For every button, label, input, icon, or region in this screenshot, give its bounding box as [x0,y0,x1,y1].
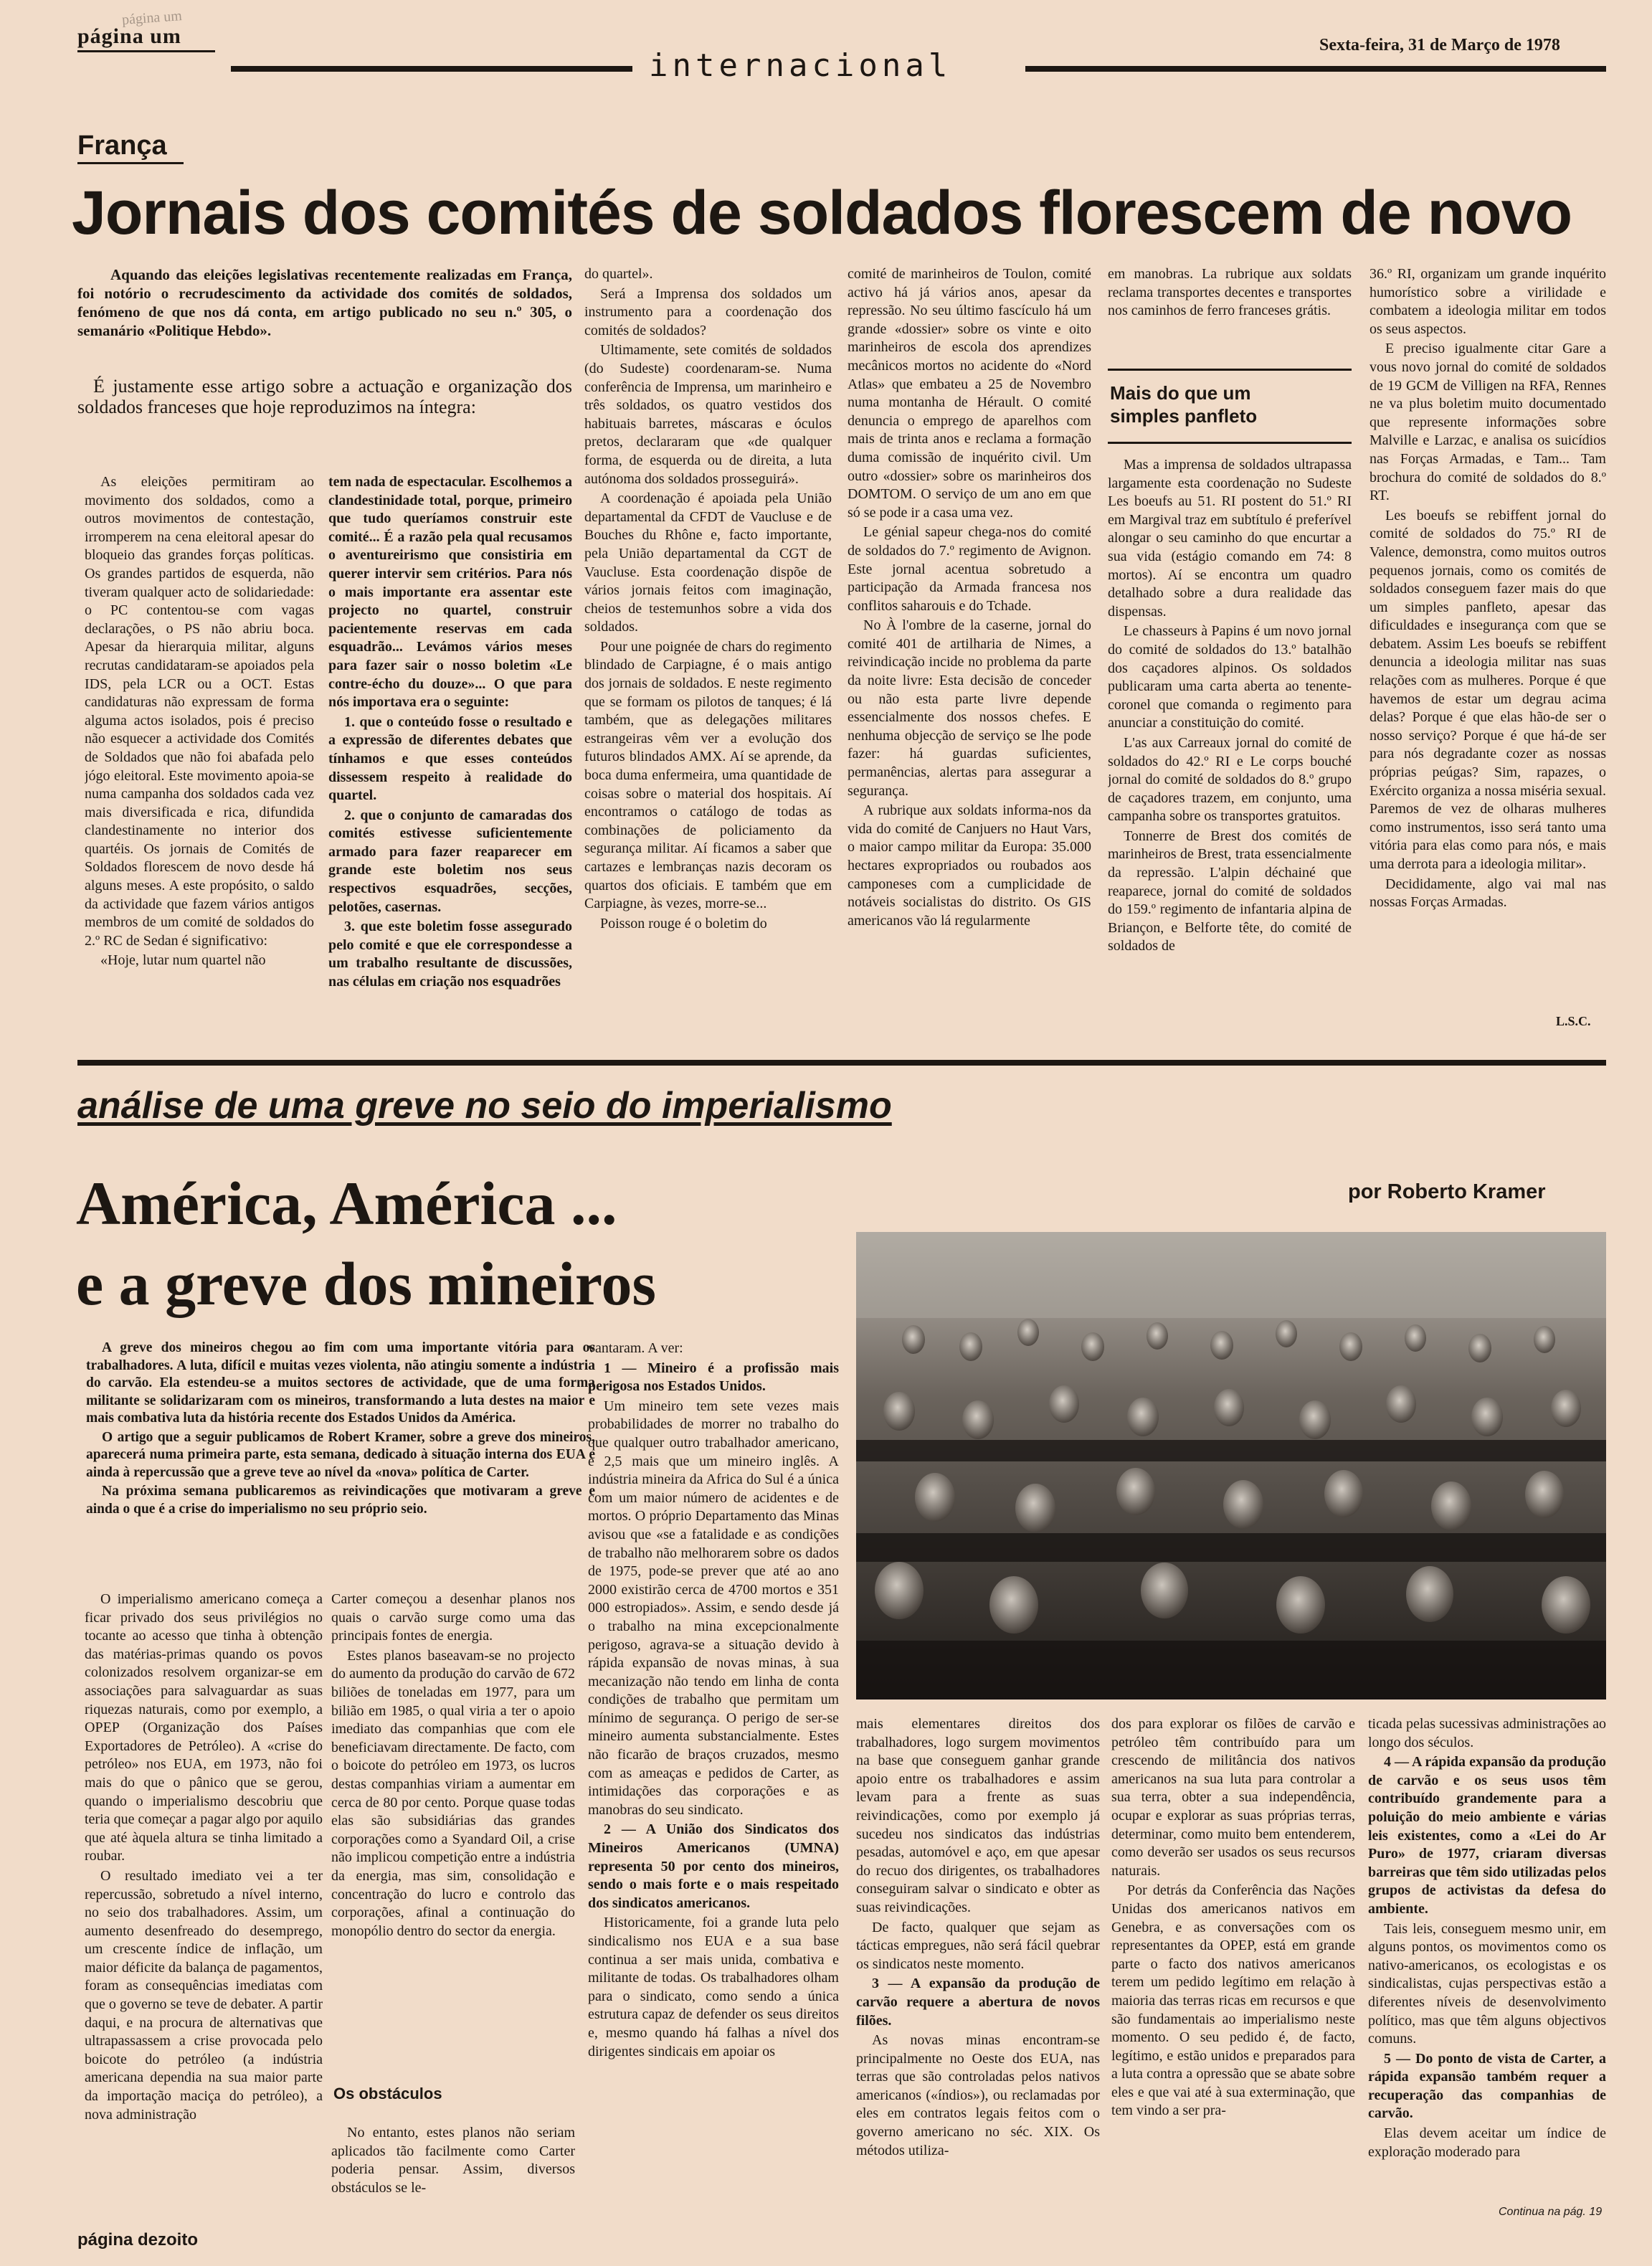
article2-column-2b: No entanto, estes planos não seriam aplicados tão facilmente como Carter poderia pensar. Assim, diversos obstáculos se le- [331,2125,575,2196]
issue-date: Sexta-feira, 31 de Março de 1978 [1319,36,1560,54]
brand-underline [77,50,215,52]
article2-headline-line1: América, América ... [76,1169,617,1238]
subhead-rule-bottom [1108,442,1352,444]
article1-headline: Jornais dos comités de soldados florescem de novo [72,179,1572,247]
masthead-rule-left [231,66,632,72]
photo-crowd-illustration [856,1232,1606,1700]
article1-column-2: tem nada de espectacular. Escolhemos a clandestinidade total, porque, primeiro que tudo queríamos construir este comité... É a razão pela qual recusamos o aventureirismo que consistiria em querer intervir sem critérios. Para nós o mais importante era assentar este projecto no quartel, construir pacientemente reservas em cada esquadrão... Levámos vários meses para fazer sair o nosso boletim «Le contre-écho du douze»... O que para nós importava era o seguinte: 1. que o conteúdo fosse o resultado e a expressão de diferentes debates que tínhamos e que esses conteúdos dissessem respeito à realidade do quartel. 2. que o conjunto de camaradas dos comités estivesse suficientemente armado para fazer reaparecer em grande este boletim nos seus respectivos esquadrões, secções, pelotões, casernas. 3. que este boletim fosse assegurado pelo comité e que ele correspondesse a um trabalho resultante de discussões, nas células em criação nos esquadrões [328,474,572,990]
stamp-mark: página um [121,8,183,28]
article1-kicker: França [77,131,167,161]
miners-assembly-photo [856,1232,1606,1700]
article2-column-4: mais elementares direitos dos trabalhadores, logo surgem movimentos na base que conseguem ganhar grande apoio entre os trabalhadores e assim levam para a frente as suas reivindicações, como por exemplo já sucedeu nos sindicatos das indústrias pesadas, automóvel e aço, em que apesar do recuo dos dirigentes, os trabalhadores conseguiram salvar o sindicato e obter as suas reivindicações. De facto, qualquer que sejam as tácticas empregues, não será fácil quebrar os sindicatos neste momento. 3 — A expansão da produção de carvão requere a abertura de novos filões. As novas minas encontram-se principalmente no Oeste dos EUA, nas terras que são controladas pelos nativos americanos («índios»), ou reclamadas por eles em contratos legais feitos com o governo americano no séc. XIX. Os métodos utiliza- [856,1716,1100,2158]
article1-signature: L.S.C. [1556,1014,1591,1028]
article2-byline: por Roberto Kramer [1348,1180,1546,1203]
article1-column-6: 36.º RI, organizam um grande inquérito humorístico sobre a virilidade e combatem a ideologia militar em todos os seus aspectos. E preciso igualmente citar Gare a vous novo jornal do comité de soldados de 19 GCM de Villigen na RFA, Rennes ne va plus boletim muito documentado que represente informações sobre Malville e Larzac, e analisa os suicídios nas Forças Armadas, e Tam... Tam brochura do comité de soldados do 8.º RT. Les boeufs se rebiffent jornal do comité de soldados do 75.º RI de Valence, demonstra, como muitos outros pequenos jornais, como os comités de soldados conseguem fazer mais do que um simples panfleto, apesar das dificuldades e insegurança com que se debatem. Assim Les boeufs se rebiffent denuncia a ideologia militar nas suas relações com as mulheres. Porque é que havemos de estar um degrau acima delas? Porque é que elas hão-de ser o nosso serviço? Porque é que há-de ser para nós degradante cozer as nossas próprias peúgas? Sim, rapazes, o Exército organiza a nossa miséria sexual. Paremos de vez de olharas mulheres como instrumentos, isso será tanto uma vitória para elas como para nós, e mais uma derrota para a ideologia militar». Decididamente, algo vai mal nas nossas Forças Armadas. [1369,266,1606,911]
article2-subhead-obstacles: Os obstáculos [333,2085,442,2103]
footer-page-ref: página dezoito [77,2230,198,2250]
article2-column-6: ticada pelas sucessivas administrações ao longo dos séculos. 4 — A rápida expansão da produção de carvão e os seus usos têm contribuído grandemente para a poluição do meio ambiente e várias leis existentes, como a «Lei do Ar Puro» de 1977, criaram diversas barreiras que têm sido utilizadas pelos grupos de activistas da defesa do ambiente. Tais leis, conseguem mesmo unir, em alguns pontos, os movimentos como os nativo-americanos, os ecologistas e os sindicalistas, cujas perspectivas estão a diferentes níveis de desenvolvimento político, mas que têm alguns objectivos comuns. 5 — Do ponto de vista de Carter, a rápida expansão também requer a recuperação das companhias de carvão. Elas devem aceitar um índice de exploração moderado para [1368,1716,1606,2160]
article1-intro: É justamente esse artigo sobre a actuação e organização dos soldados franceses que hoje reproduzimos na íntegra: [77,376,572,417]
continued-note: Continua na pág. 19 [1499,2206,1603,2218]
subhead-rule-top [1108,369,1352,371]
kicker-underline [77,162,184,164]
article2-kicker: análise de uma greve no seio do imperialismo [77,1085,892,1127]
article1-column-5-top: em manobras. La rubrique aux soldats reclama transportes decentes e transportes nos caminhos de ferro franceses grátis. [1108,266,1352,319]
article1-column-5: Mas a imprensa de soldados ultrapassa largamente esta coordenação no Sudeste Les boeufs au 51. RI postent do 51.º RI em Margival traz em subtítulo é preferível alongar o seu caminho do que encurtar a sua vida (estágio comando em 74: 8 mortos). Aí se encontra um quadro detalhado sobre a dura realidade das dispensas. Le chasseurs à Papins é um novo jornal do comité de soldados do 13.º batalhão dos caçadores alpinos. Os soldados publicaram uma carta aberta ao tenente-coronel que comanda o regimento para anunciar a constituição do comité. L'as aux Carreaux jornal do comité de soldados do 42.º RI e Le corps bouché jornal do comité de soldados do 8.º grupo de caçadores trazem, em conjunto, uma campanha sobre os transportes gratuitos. Tonnerre de Brest dos comités de marinheiros de Brest, trata essencialmente da repressão. L'alpin déchainé que reaparece, jornal do comité de soldados do 159.º regimento de infantaria alpina de Briançon, e Belforte tête, do comité de soldados de [1108,457,1352,954]
article2-column-1: O imperialismo americano começa a ficar privado dos seus privilégios no tocante ao acesso que tinha à obtenção das matérias-primas quando os povos colonizados resolvem organizar-se em associações para salvaguardar as suas riquezas naturais, como por exemplo, a OPEP (Organização dos Países Exportadores de Petróleo). A «crise do petróleo» nos EUA, em 1973, não foi mais do que o pânico que se gerou, quando o imperialismo descobriu que teria que começar a pagar algo por aquilo que até àquela altura se tinha limitado a roubar. O resultado imediato vei a ter repercussão, sobretudo a nível interno, no seio dos trabalhadores. Assim, um aumento desenfreado do desemprego, um crescente índice de inflação, um maior déficite da balança de pagamentos, foram as consequências imediatas com que o governo se teve de debater. A partir daqui, e na procura de alternativas que ultrapassassem a crise provocada pelo boicote do petróleo (a indústria americana dependia na sua maior parte da importação maciça do petróleo), a nova administração [85,1591,323,2123]
masthead [0,0,1652,84]
article-divider [77,1060,1606,1066]
article2-headline-line2: e a greve dos mineiros [76,1249,656,1318]
masthead-rule-right [1025,66,1606,72]
article1-column-1: As eleições permitiram ao movimento dos soldados, como a outros movimentos de contestação, irromperem na cena eleitoral apesar do bloqueio das grandes forças políticas. Os grandes partidos de esquerda, não tiveram qualquer acto de solidariedade: o PC contentou-se com vagas declarações, o PS não abriu boca. Apesar da hierarquia militar, alguns recrutas candidataram-se apoiados pela IDS, pela LCR ou a OCT. Estas candidaturas não expressam de forma alguma actos isolados, pois é preciso não esquecer a actividade dos Comités de Soldados que não foi abafada pelo jógo eleitoral. Este movimento apoia-se numa campanha dos soldados cada vez mais diversificada e rica, difundida clandestinamente no interior dos quartéis. Os jornais de Comités de Soldados florescem de novo desde há alguns meses. A este propósito, o saldo da actividade que fazem vários antigos membros de um comité de soldados do 2.º RC de Sedan é significativo: «Hoje, lutar num quartel não [85,474,314,969]
article1-lead: Aquando das eleições legislativas recentemente realizadas em França, foi notório o recrudescimento da actividade dos comités de soldados, fenómeno de que nos dá conta, em artigo publicado no seu n.º 305, o semanário «Politique Hebdo». [77,266,572,339]
article2-column-3: vantaram. A ver: 1 — Mineiro é a profissão mais perigosa nos Estados Unidos. Um mineiro tem sete vezes mais probabilidades de morrer no trabalho do que qualquer outro trabalhador americano, e 2,5 mais que um mineiro inglês. A indústria mineira da Africa do Sul é a única com um maior número de acidentes e de mortos. O próprio Departamento das Minas avisou que «se a fatalidade e as condições de trabalho não melhorarem sobre os dados de 1975, pode-se prever que até ao ano 2000 existirão cerca de 4700 mortos e 351 000 estropiados». Assim, e sendo desde já o trabalho na mina excepcionalmente perigoso, agrava-se a situação devido à rápida expansão de novas minas, à sua mecanização não tendo em linha de conta condições de trabalho que permitam um mínimo de segurança. O perigo de ser-se mineiro aumenta substancialmente. Estes não ficarão de braços cruzados, mesmo com as ameaças e pedidos de Carter, as intimidações das corporações e as manobras do seu sindicato. 2 — A União dos Sindicatos dos Mineiros Americanos (UMNA) representa 50 por cento dos mineiros, sendo o mais forte e o mais respeitado dos sindicatos americanos. Historicamente, foi a grande luta pelo sindicalismo nos EUA e a sua base continua a ser mais unida, combativa e militante de todas. Os trabalhadores olham para o sindicato, como sendo a única estrutura capaz de defender os seus direitos e, mesmo quando há falhas a nível dos dirigentes sindicais em apoiar os [588,1340,839,2059]
article2-column-5: dos para explorar os filões de carvão e petróleo têm contribuído para um crescendo de militância dos nativos americanos na sua luta para controlar a sua terra, obter a sua independência, ocupar e explorar as suas próprias terras, determinar, como muito bem entenderem, como deverão ser usados os seus recursos naturais. Por detrás da Conferência das Nações Unidas dos americanos nativos em Genebra, e as conversações com os representantes da OPEP, está em grande parte o facto dos nativos americanos terem um pedido legítimo em relação à maioria das terras ricas em recursos e que são fundamentais ao imperialismo neste momento. O seu pedido é, de facto, legítimo, e estão unidos e preparados para a luta contra a opressão que se abate sobre eles e que vai até à sua exterminação, que tem vindo a ser pra- [1111,1716,1355,2119]
section-title: internacional [649,47,952,84]
article2-column-2: Carter começou a desenhar planos nos quais o carvão surge como uma das principais fontes de energia. Estes planos baseavam-se no projecto do aumento da produção do carvão de 672 biliões de toneladas em 1977, para um bilião em 1985, o qual viria a ter o apoio imediato das companhias que com ele beneficiavam directamente. De facto, com o boicote do petróleo em 1973, os lucros destas companhias viriam a aumentar em cerca de 80 por cento. Porque quase todas elas são subsidiárias das grandes corporações como a Syandard Oil, a crise não implicou competição entre a indústria da energia, mas sim, consolidação e concentração do lucro e controlo das corporações, afinal a continuação do monopólio dentro do sector da energia. [331,1591,575,1939]
article2-lead: A greve dos mineiros chegou ao fim com uma importante vitória para os trabalhadores. A luta, difícil e muitas vezes violenta, não atingiu somente a indústria do carvão. Ela estendeu-se a muitos sectores de actividade, que de uma forma militante se solidarizaram com os mineiros, transformando a luta destes na maior e mais combativa luta da história recente dos Estados Unidos da América. O artigo que a seguir publicamos de Robert Kramer, sobre a greve dos mineiros, aparecerá numa primeira parte, esta semana, dedicado à situação interna dos EUA e ainda à repercussão que a greve teve ao nível da «nova» política de Carter. Na próxima semana publicaremos as reivindicações que motivaram a greve e ainda o que é a crise do imperialismo no seu próprio seio. [86,1340,595,1517]
brand-label: página um [77,24,181,48]
article1-column-3: do quartel». Será a Imprensa dos soldados um instrumento para a coordenação dos comités de soldados? Ultimamente, sete comités de soldados (do Sudeste) coordenaram-se. Numa conferência de Imprensa, um marinheiro e três soldados, os quatro vestidos dos habituais barretes, máscaras e óculos pretos, declararam que «de qualquer forma, de esquerda ou de direita, a luta autónoma dos soldados prosseguirá». A coordenação é apoiada pela União departamental da CFDT de Vaucluse e de Bouches du Rhône e, facto importante, pela União departamental da CGT de Vaucluse. Esta coordenação dispõe de vários jornais feitos com imaginação, cheios de testemunhos sobre a vida dos soldados. Pour une poignée de chars do regimento blindado de Carpiagne, é o mais antigo dos jornais de soldados. E neste regimento que se formam os pilotos de tanques; é lá também, que as delegações militares estrangeiras vêm ver a evolução dos futuros blindados AMX. Aí se aprende, da boca duma enfermeira, uma quantidade de coisas sobre o material dos hospitais. Aí encontramos o catálogo de todas as combinações de policiamento da segurança militar. Aí ficamos a saber que cartazes e lembranças nazis decoram os quartos dos oficiais. E também que em Carpiagne, às vezes, morre-se... Poisson rouge é o boletim do [584,266,832,931]
article1-column-4: comité de marinheiros de Toulon, comité activo há já vários anos, apesar da repressão. No seu último fascículo há um grande «dossier» sobre os vinte e oito marinheiros de escola dos aprendizes mecânicos mortos no acidente do «Nord Atlas» que embateu a 25 de Novembro numa montanha de Hérault. O comité denuncia o emprego de aparelhos com mais de trinta anos e reclama a formação duma comissão de inquérito civil. Um outro «dossier» sobre os marinheiros dos DOMTOM. O serviço de um ano em que só se pode ir a casa uma vez. Le génial sapeur chega-nos do comité de soldados do 7.º regimento de Avignon. Este jornal acentua sobretudo a participação da Armada francesa nos conflitos saharouis e do Tchade. No À l'ombre de la caserne, jornal do comité 401 de artilharia de Nimes, a reivindicação incide no problema da parte da noite livre: Esta decisão de conceder ou não esta parte livre depende essencialmente dos nossos chefes. E nenhuma objecção de serviço se lhe pode fazer: há guardas suficientes, permanências, alertas para assegurar a segurança. A rubrique aux soldats informa-nos da vida do comité de Canjuers no Haut Vars, o maior campo militar da Europa: 35.000 hectares expropriados ou roubados aos camponeses com a cumplicidade de notáveis socialistas do distrito. Os GIS americanos vão lá regularmente [848,266,1091,929]
article1-subhead: Mais do que um simples panfleto [1110,382,1258,427]
